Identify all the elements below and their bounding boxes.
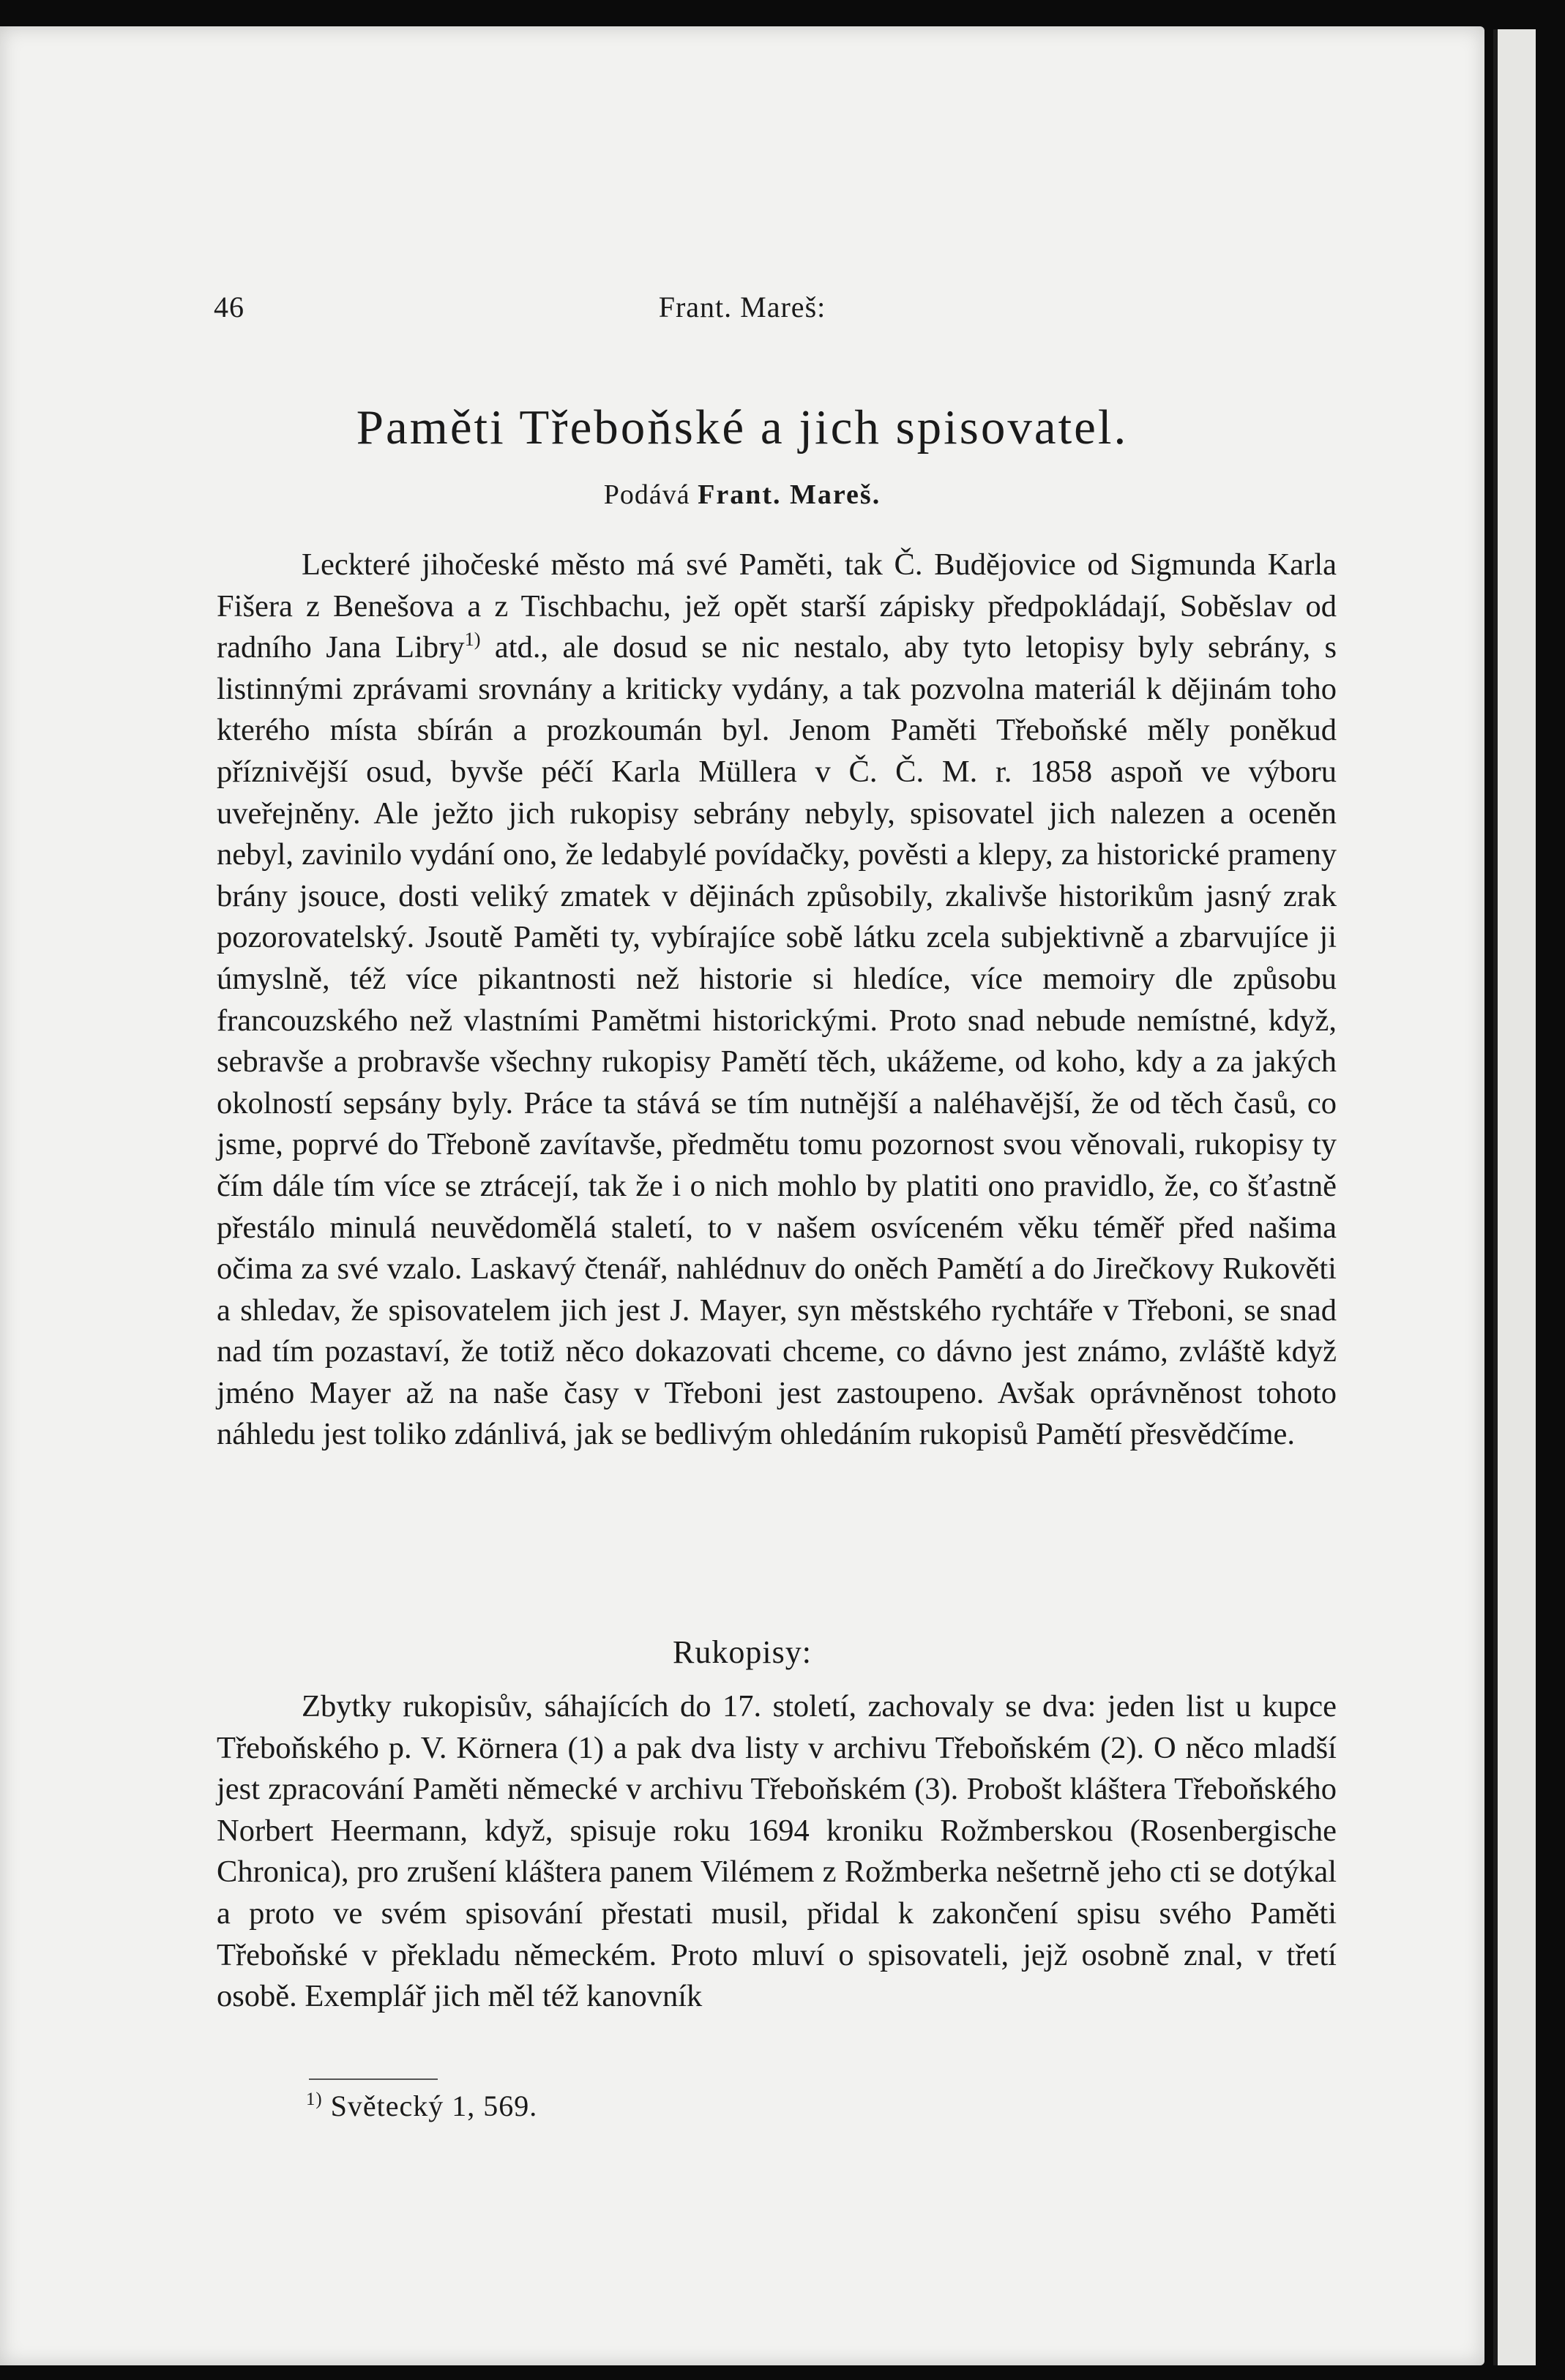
- footnote-text: Světecký 1, 569.: [322, 2089, 538, 2122]
- paragraph-intro-text-a: Leckteré jihočeské město má své Paměti, tak Č. Budějovice od Sigmunda Karla Fišera z Benešova a z Tischbachu, jež opět starší zápisky předpokládají, Soběslav od radního Jana Libry: [217, 547, 1337, 665]
- footnote: [306, 2089, 537, 2123]
- byline-author: Frant. Mareš.: [698, 479, 881, 510]
- section-heading: Rukopisy:: [673, 1634, 812, 1670]
- footnote-marker: 1): [306, 2089, 323, 2110]
- paragraph-intro-text-b: atd., ale dosud se nic nestalo, aby tyto letopisy byly sebrány, s listinnými zprávami srovnány a kriticky vydány, a tak pozvolna materiál k dějinám toho kterého místa sbírán a prozkoumán byl. Jenom Paměti Třeboňské měly poněkud příznivější osud, byvše péčí Karla Müllera v Č. Č. M. r. 1858 aspoň ve výboru uveřejněny. Ale ježto jich rukopisy sebrány nebyly, spisovatel jich nalezen a oceněn nebyl, zavinilo vydání ono, že ledabylé povídačky, pověsti a klepy, za historické prameny brány jsouce, dosti veliký zmatek v dějinách způsobily, zkalivše historikům jasný zrak pozorovatelský. Jsoutě Paměti ty, vybírajíce sobě látku zcela subjektivně a zbarvujíce ji úmyslně, též více pikantnosti než historie si hledíce, více memoiry dle způsobu francouzského než vlastními Pamětmi historickými. Proto snad nebude nemístné, když, sebravše a probravše všechny rukopisy Pamětí těch, ukážeme, od koho, kdy a za jakých okolností sepsány byly. Práce ta stává se tím nutnější a naléhavější, že od těch časů, co jsme, poprvé do Třeboně zavítavše, předmětu tomu pozornost svou věnovali, rukopisy ty čím dále tím více se ztrácejí, tak že i o nich mohlo by platiti ono pravidlo, že, co šťastně přestálo minulá neuvědomělá staletí, to v našem osvíceném věku téměř před našima očima za své vzalo. Laskavý čtenář, nahlédnuv do oněch Pamětí a do Jirečkovy Rukověti a shledav, že spisovatelem jich jest J. Mayer, syn městského rychtáře v Třeboni, se snad nad tím pozastaví, že totiž něco dokazovati chceme, co dávno jest známo, zvláště když jméno Mayer až na naše časy v Třeboni jest zastoupeno. Avšak oprávněnost tohoto náhledu jest toliko zdánlivá, jak se bedlivým ohledáním rukopisů Pamětí přesvědčíme.: [217, 630, 1337, 1452]
- paragraph-intro: [217, 545, 1337, 1456]
- page-number: 46: [214, 291, 244, 323]
- byline: [0, 479, 1484, 511]
- book-page: [0, 26, 1484, 2365]
- article-title: Paměti Třeboňské a jich spisovatel.: [356, 400, 1129, 454]
- page-edge-shadow: [1493, 29, 1536, 2365]
- running-title: Frant. Mareš:: [658, 291, 826, 323]
- manuscripts-paragraph: [217, 1686, 1337, 2018]
- running-head: [0, 290, 1484, 326]
- intro-paragraph: [217, 545, 1337, 1456]
- byline-prefix: Podává: [603, 479, 698, 510]
- paragraph-manuscripts: Zbytky rukopisův, sáhajících do 17. století, zachovaly se dva: jeden list u kupce Třeboňského p. V. Körnera (1) a pak dva listy v archivu Třeboňském (2). O něco mladší jest zpracování Paměti německé v archivu Třeboňském (3). Probošt kláštera Třeboňského Norbert Heermann, když, spisuje roku 1694 kroniku Rožmberskou (Rosenbergische Chronica), pro zrušení kláštera panem Vilémem z Rožmberka nešetrně jeho cti se dotýkal a proto ve svém spisování přestati musil, přidal k zakončení spisu svého Paměti Třeboňské v překladu německém. Proto mluví o spisovateli, jejž osobně znal, v třetí osobě. Exemplář jich měl též kanovník: [217, 1689, 1337, 2014]
- footnote-rule: [309, 2078, 438, 2080]
- footnote-reference: 1): [464, 629, 481, 651]
